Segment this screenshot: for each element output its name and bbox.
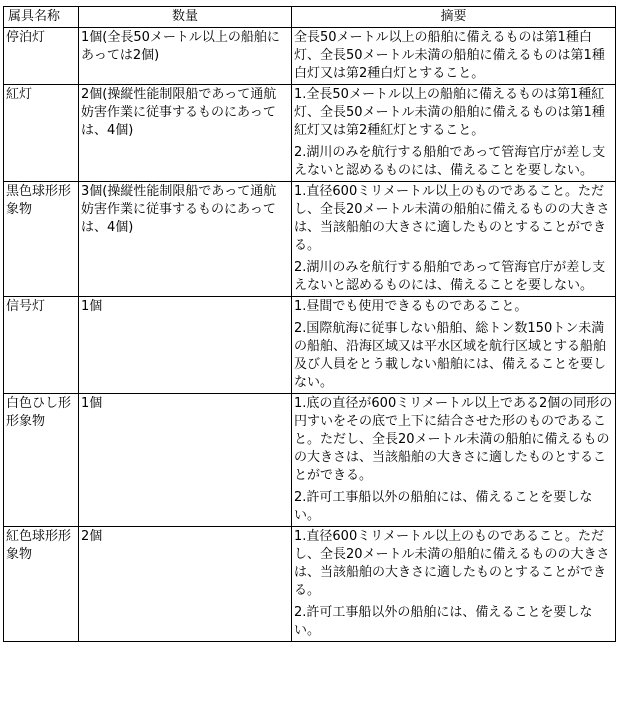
item-name: 紅灯 [4, 85, 79, 182]
note-paragraph: 2.湖川のみを航行する船舶であって管海官庁が差し支えないと認めるものには、備えることを要しない。 [294, 145, 606, 178]
item-name: 白色ひし形形象物 [4, 394, 79, 527]
item-quantity: 1個 [79, 394, 292, 527]
note-paragraph: 1.底の直径が600ミリメートル以上である2個の同形の円すいをその底で上下に結合させた形のものであること。ただし、全長20メートル未満の船舶に備えるものの大きさは、当該船舶の大きさに適したものとすることができる。 [294, 396, 613, 483]
note-paragraph: 1.全長50メートル以上の船舶に備えるものは第1種紅灯、全長50メートル未満の船舶に備えるものは第1種紅灯又は第2種紅灯とすること。 [294, 87, 605, 138]
item-quantity: 2個 [79, 527, 292, 642]
note-paragraph: 2.許可工事船以外の船舶には、備えることを要しない。 [294, 490, 593, 523]
table-row [4, 85, 616, 182]
item-notes [292, 182, 616, 297]
item-notes [292, 85, 616, 182]
header-row [4, 7, 616, 28]
item-quantity: 2個(操縦性能制限船であって通航妨害作業に従事するものにあっては、4個) [79, 85, 292, 182]
item-quantity: 3個(操縦性能制限船であって通航妨害作業に従事するものにあっては、4個) [79, 182, 292, 297]
table-row [4, 28, 616, 85]
note-paragraph: 2.湖川のみを航行する船舶であって管海官庁が差し支えないと認めるものには、備えることを要しない。 [294, 260, 606, 293]
item-name: 黒色球形形象物 [4, 182, 79, 297]
note-paragraph: 1.昼間でも使用できるものであること。 [294, 299, 528, 314]
table-row [4, 394, 616, 527]
item-name: 停泊灯 [4, 28, 79, 85]
item-quantity: 1個(全長50メートル以上の船舶にあっては2個) [79, 28, 292, 85]
note-paragraph: 全長50メートル以上の船舶に備えるものは第1種白灯、全長50メートル未満の船舶に備えるものは第1種白灯又は第2種白灯とすること。 [294, 30, 605, 81]
item-name: 信号灯 [4, 297, 79, 394]
item-notes [292, 527, 616, 642]
header-notes: 摘要 [292, 7, 616, 28]
item-notes [292, 394, 616, 527]
table-row [4, 527, 616, 642]
table-row [4, 182, 616, 297]
note-paragraph: 1.直径600ミリメートル以上のものであること。ただし、全長20メートル未満の船舶に備えるものの大きさは、当該船舶の大きさに適したものとすることができる。 [294, 529, 610, 598]
item-quantity: 1個 [79, 297, 292, 394]
item-notes [292, 28, 616, 85]
table-row [4, 297, 616, 394]
note-paragraph: 1.直径600ミリメートル以上のものであること。ただし、全長20メートル未満の船舶に備えるものの大きさは、当該船舶の大きさに適したものとすることができる。 [294, 184, 610, 253]
item-name: 紅色球形形象物 [4, 527, 79, 642]
note-paragraph: 2.国際航海に従事しない船舶、総トン数150トン未満の船舶、沿海区域又は平水区域を航行区域とする船舶及び人員をとう載しない船舶には、備えることを要しない。 [294, 321, 607, 390]
item-notes [292, 297, 616, 394]
equipment-table [3, 6, 616, 642]
header-quantity: 数量 [79, 7, 292, 28]
header-name: 属具名称 [4, 7, 79, 28]
note-paragraph: 2.許可工事船以外の船舶には、備えることを要しない。 [294, 605, 593, 638]
